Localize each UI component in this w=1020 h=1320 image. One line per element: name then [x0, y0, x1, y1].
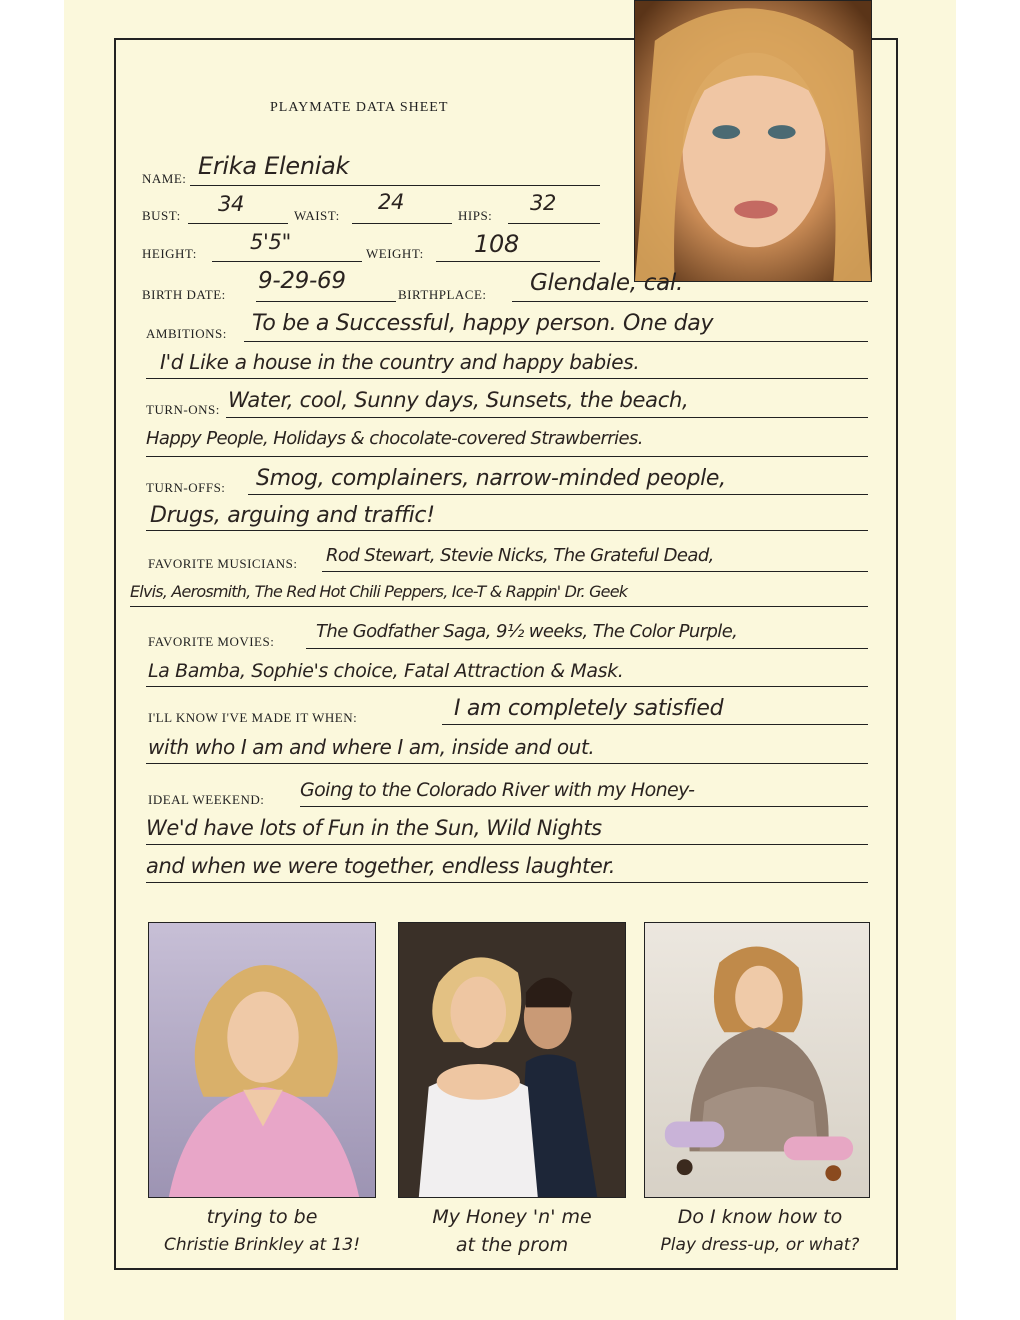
turn-ons-label: TURN-ONS: [146, 402, 220, 417]
weekend-line-1: Going to the Colorado River with my Honey- [300, 779, 695, 801]
turn-offs-rule-1 [248, 494, 868, 495]
caption-photo-2 [400, 1203, 624, 1259]
name-label: NAME: [142, 171, 187, 186]
musicians-line-1: Rod Stewart, Stevie Nicks, The Grateful Dead, [326, 545, 714, 566]
ambitions-line-1: To be a Successful, happy person. One day [252, 311, 714, 336]
ambitions-label: AMBITIONS: [146, 326, 227, 341]
ambitions-line-2: I'd Like a house in the country and happy babies. [160, 350, 640, 374]
musicians-rule-2 [130, 606, 868, 607]
weight-label: WEIGHT: [366, 246, 424, 261]
turn-ons-line-2: Happy People, Holidays & chocolate-covered Strawberries. [146, 428, 643, 449]
turn-offs-line-2: Drugs, arguing and traffic! [150, 503, 435, 528]
bust-label: BUST: [142, 208, 181, 223]
made-it-line-2: with who I am and where I am, inside and out. [148, 735, 595, 759]
turn-offs-label: TURN-OFFS: [146, 480, 226, 495]
photo-prom [398, 922, 626, 1198]
weekend-rule-2 [146, 844, 868, 845]
waist-rule [352, 223, 452, 224]
caption-2-line-1: My Honey 'n' me [432, 1206, 592, 1228]
turn-offs-line-1: Smog, complainers, narrow-minded people, [256, 466, 726, 491]
photo-fur-coat [644, 922, 870, 1198]
sheet-title: PLAYMATE DATA SHEET [270, 100, 449, 115]
caption-1-line-1: trying to be [206, 1206, 318, 1228]
name-value: Erika Eleniak [198, 152, 350, 180]
movies-line-1: The Godfather Saga, 9½ weeks, The Color Purple, [316, 621, 738, 642]
weekend-line-3: and when we were together, endless laughter. [146, 854, 615, 878]
weekend-rule-3 [146, 882, 868, 883]
hips-label: HIPS: [458, 208, 493, 223]
photo-pink-sweater [148, 922, 376, 1198]
musicians-label: FAVORITE MUSICIANS: [148, 556, 298, 571]
weekend-line-2: We'd have lots of Fun in the Sun, Wild Nights [146, 816, 602, 840]
weekend-rule-1 [300, 806, 868, 807]
height-rule [212, 261, 362, 262]
caption-photo-1 [128, 1203, 396, 1259]
birth-date-label: BIRTH DATE: [142, 287, 226, 302]
weekend-label: IDEAL WEEKEND: [148, 792, 265, 807]
movies-line-2: La Bamba, Sophie's choice, Fatal Attraction & Mask. [148, 660, 624, 682]
birth-date-rule [256, 301, 396, 302]
caption-1-line-2: Christie Brinkley at 13! [163, 1235, 361, 1255]
musicians-rule-1 [322, 571, 868, 572]
bust-rule [188, 223, 288, 224]
hips-value: 32 [530, 191, 557, 215]
birthplace-rule [512, 301, 868, 302]
birthplace-label: BIRTHPLACE: [398, 287, 487, 302]
weight-rule [436, 261, 600, 262]
turn-ons-rule-1 [226, 417, 868, 418]
movies-label: FAVORITE MOVIES: [148, 634, 275, 649]
weight-value: 108 [474, 230, 519, 258]
waist-label: WAIST: [294, 208, 340, 223]
waist-value: 24 [378, 190, 405, 214]
portrait-photo [634, 0, 872, 282]
caption-3-line-2: Play dress-up, or what? [660, 1235, 860, 1255]
height-value: 5'5" [250, 230, 291, 254]
caption-2-line-2: at the prom [455, 1234, 569, 1256]
ambitions-rule-2 [146, 378, 868, 379]
name-rule [190, 185, 600, 186]
height-label: HEIGHT: [142, 246, 197, 261]
turn-ons-line-1: Water, cool, Sunny days, Sunsets, the beach, [228, 388, 689, 412]
movies-rule-1 [306, 648, 868, 649]
turn-offs-rule-2 [146, 530, 868, 531]
made-it-line-1: I am completely satisfied [454, 696, 724, 721]
made-it-rule-2 [146, 763, 868, 764]
ambitions-rule-1 [244, 341, 868, 342]
birthplace-value: Glendale, cal. [530, 270, 684, 296]
made-it-label: I'LL KNOW I'VE MADE IT WHEN: [148, 710, 358, 725]
bust-value: 34 [218, 192, 245, 216]
birth-date-value: 9-29-69 [258, 268, 346, 294]
caption-3-line-1: Do I know how to [677, 1206, 843, 1228]
hips-rule [508, 223, 600, 224]
turn-ons-rule-2 [146, 456, 868, 457]
musicians-line-2: Elvis, Aerosmith, The Red Hot Chili Peppers, Ice-T & Rappin' Dr. Geek [130, 582, 628, 601]
movies-rule-2 [146, 686, 868, 687]
made-it-rule-1 [442, 724, 868, 725]
caption-photo-3 [628, 1203, 892, 1259]
